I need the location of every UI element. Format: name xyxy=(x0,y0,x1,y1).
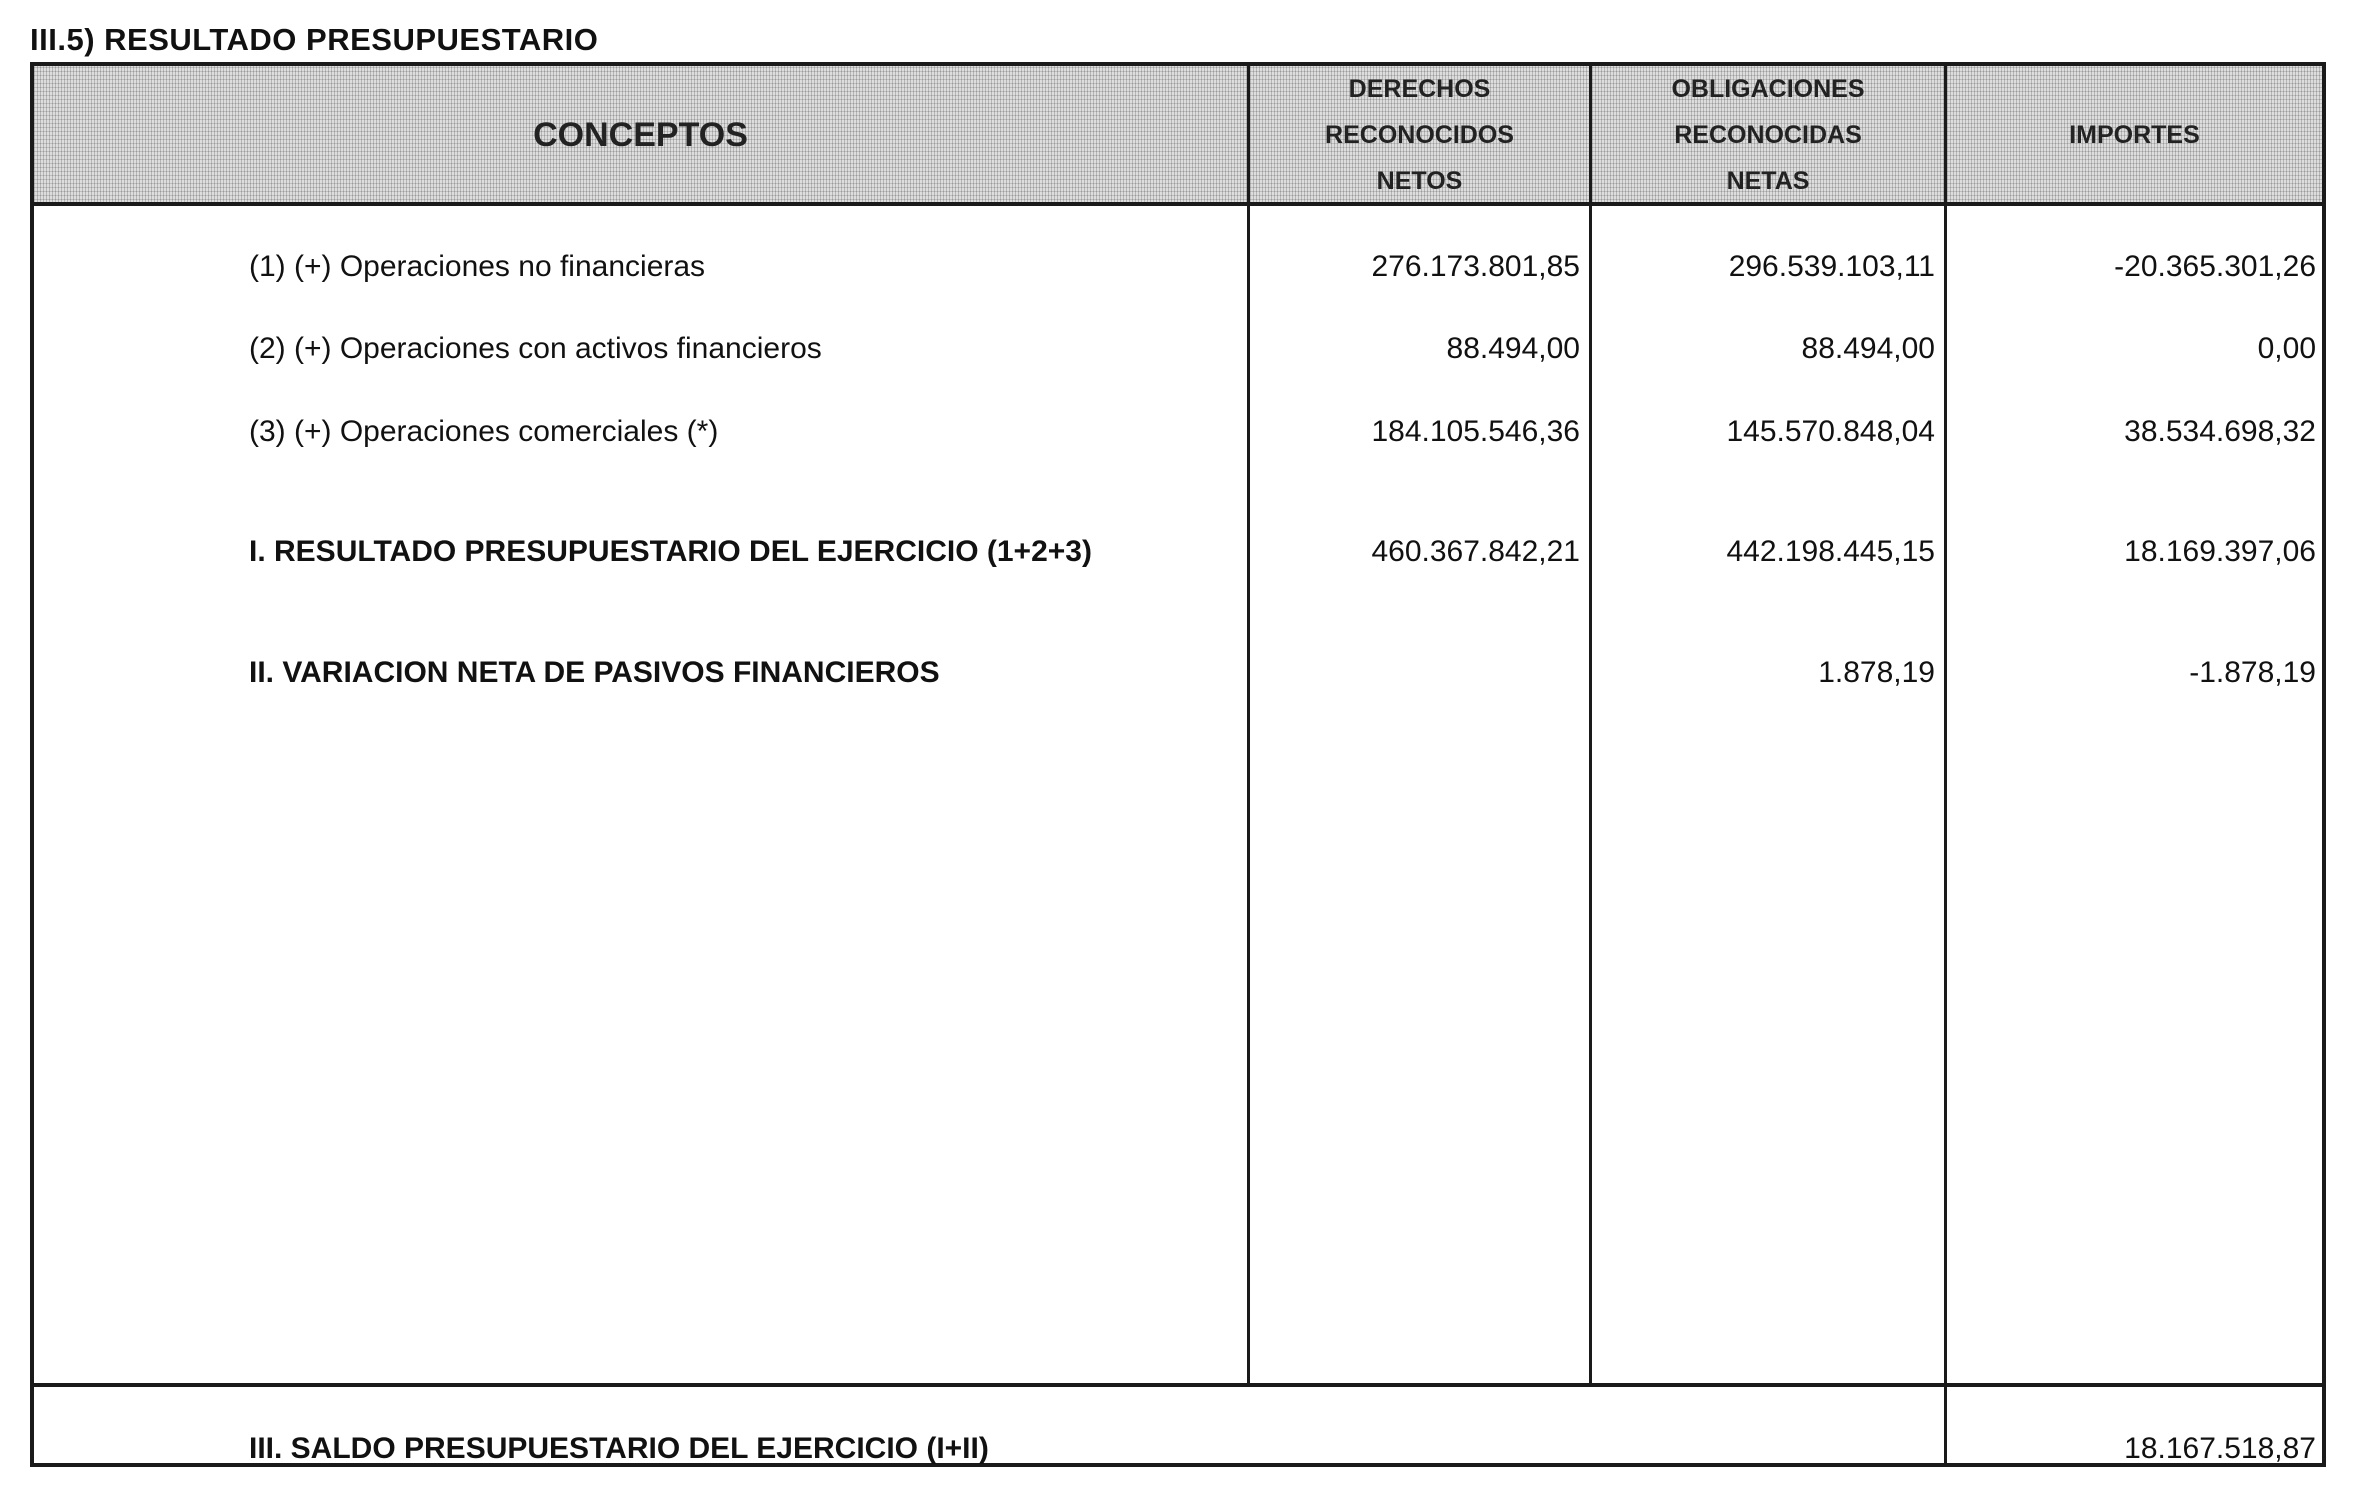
row-concept: (3) (+) Operaciones comerciales (*) xyxy=(249,415,719,448)
row-derechos: 88.494,00 xyxy=(1446,332,1580,365)
header-derechos-line: DERECHOS xyxy=(1348,75,1491,103)
row-importe: 18.169.397,06 xyxy=(2124,535,2316,568)
row-concept: (2) (+) Operaciones con activos financieros xyxy=(249,332,822,365)
header-derechos xyxy=(1250,66,1589,204)
row-derechos: 460.367.842,21 xyxy=(1371,535,1580,568)
header-divider xyxy=(34,202,2322,206)
row-obligaciones: 88.494,00 xyxy=(1801,332,1935,365)
header-importes: IMPORTES xyxy=(1947,66,2322,204)
row-concept-total: II. VARIACION NETA DE PASIVOS FINANCIEROS xyxy=(249,656,940,689)
header-derechos-line: NETOS xyxy=(1376,167,1463,195)
row-derechos: 184.105.546,36 xyxy=(1371,415,1580,448)
footer-divider xyxy=(34,1383,2322,1387)
row-importe: -1.878,19 xyxy=(2189,656,2316,689)
header-derechos-line: RECONOCIDOS xyxy=(1325,121,1514,149)
row-obligaciones: 1.878,19 xyxy=(1818,656,1935,689)
row-importe: 38.534.698,32 xyxy=(2124,415,2316,448)
header-obligaciones-line: OBLIGACIONES xyxy=(1671,75,1865,103)
footer-importe: 18.167.518,87 xyxy=(2124,1432,2316,1465)
header-obligaciones-line: RECONOCIDAS xyxy=(1674,121,1862,149)
row-obligaciones: 296.539.103,11 xyxy=(1728,250,1935,283)
row-concept-total: I. RESULTADO PRESUPUESTARIO DEL EJERCICIO (1+2+3) xyxy=(249,535,1092,568)
row-derechos: 276.173.801,85 xyxy=(1371,250,1580,283)
budget-result-table xyxy=(30,62,2326,1467)
row-obligaciones: 145.570.848,04 xyxy=(1726,415,1935,448)
section-title: III.5) RESULTADO PRESUPUESTARIO xyxy=(30,22,599,57)
row-concept: (1) (+) Operaciones no financieras xyxy=(249,250,706,283)
row-obligaciones: 442.198.445,15 xyxy=(1726,535,1935,568)
header-obligaciones xyxy=(1592,66,1944,204)
footer-concept: III. SALDO PRESUPUESTARIO DEL EJERCICIO (I+II) xyxy=(249,1432,989,1465)
row-importe: 0,00 xyxy=(2257,332,2316,365)
header-obligaciones-line: NETAS xyxy=(1726,167,1810,195)
header-conceptos: CONCEPTOS xyxy=(34,66,1247,204)
row-importe: -20.365.301,26 xyxy=(2114,250,2316,283)
